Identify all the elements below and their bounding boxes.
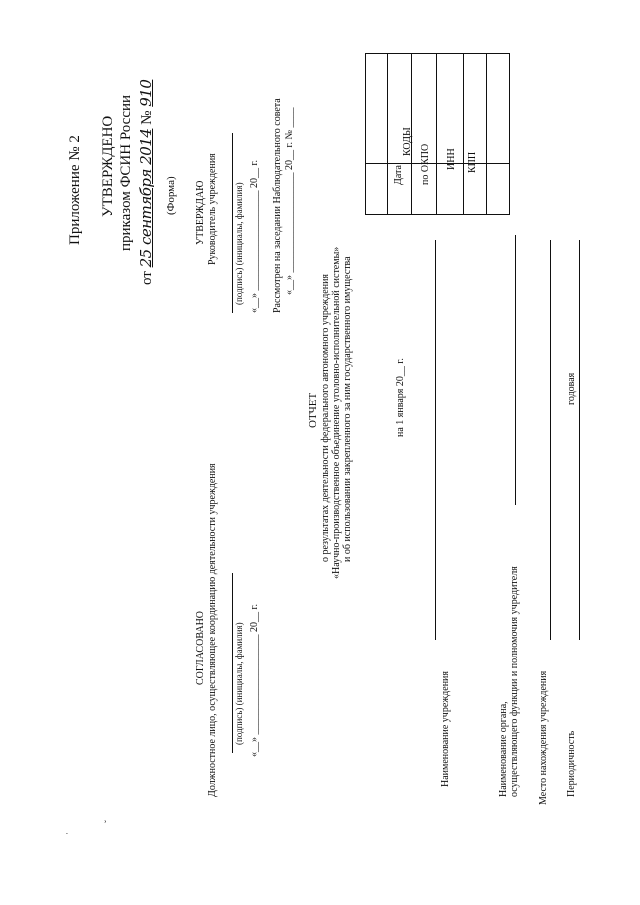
agreed-date-line: «__» ____________________ 20__ г. <box>249 604 260 757</box>
authority-line <box>515 235 516 505</box>
periodicity-label: Периодичность <box>566 730 577 797</box>
approved-title: УТВЕРЖДЕНО <box>100 115 116 217</box>
codes-header: КОДЫ <box>402 127 413 156</box>
report-line-2: «Научно-производственное объединение уголовно-исполнительной системы» <box>331 246 342 579</box>
scan-speck: · <box>62 832 72 835</box>
approve-sign-caption: (подпись) (инициалы, фамилия) <box>234 182 244 305</box>
order-line: приказом ФСИН России <box>118 94 134 251</box>
handwritten-number: 910 <box>137 79 155 107</box>
report-line-1: о результатах деятельности федерального автономного учреждения <box>320 273 331 562</box>
agreed-role: Должностное лицо, осуществляющее координацию деятельности учреждения <box>207 463 218 797</box>
report-title: ОТЧЕТ <box>307 392 319 428</box>
approve-date-line: «__» ____________________ 20__ г. <box>249 160 260 313</box>
agreed-title: СОГЛАСОВАНО <box>195 610 206 685</box>
approve-title: УТВЕРЖДАЮ <box>195 180 206 245</box>
form-label: (Форма) <box>165 176 177 215</box>
codes-table <box>365 53 510 215</box>
location-line <box>550 240 551 640</box>
code-row-inn: ИНН <box>446 148 457 170</box>
location-label: Место нахождения учреждения <box>538 670 549 805</box>
approve-role: Руководитель учреждения <box>207 153 218 265</box>
periodicity-value: годовая <box>566 372 577 405</box>
council-line: Рассмотрен на заседании Наблюдательного совета <box>272 98 283 313</box>
report-line-3: и об использовании закрепленного за ним государственного имущества <box>342 256 353 562</box>
order-number-label: № <box>139 110 155 125</box>
institution-name-label: Наименование учреждения <box>440 670 451 787</box>
authority-label-1: Наименование органа, <box>498 701 509 797</box>
council-date-line: «__» ____________________ 20__ г. № ____ <box>284 107 295 295</box>
agreed-sign-caption: (подпись) (инициалы, фамилия) <box>234 622 244 745</box>
code-row-okpo: по ОКПО <box>420 143 431 185</box>
approve-signature-line <box>232 133 233 313</box>
code-row-date: Дата <box>393 165 404 185</box>
agreed-signature-line <box>232 573 233 753</box>
report-as-of-date: на 1 января 20__ г. <box>395 358 406 437</box>
handwritten-date: 25 сентября 2014 <box>137 128 155 268</box>
order-date-prefix: от <box>139 271 155 285</box>
code-row-kpp: КПП <box>467 151 478 173</box>
appendix-label: Приложение № 2 <box>67 135 83 245</box>
institution-name-line <box>435 240 436 640</box>
authority-label-2: осуществляющего функции и полномочия учредителя <box>509 566 520 797</box>
scan-speck: ˇ <box>103 820 113 823</box>
periodicity-line <box>579 240 580 640</box>
